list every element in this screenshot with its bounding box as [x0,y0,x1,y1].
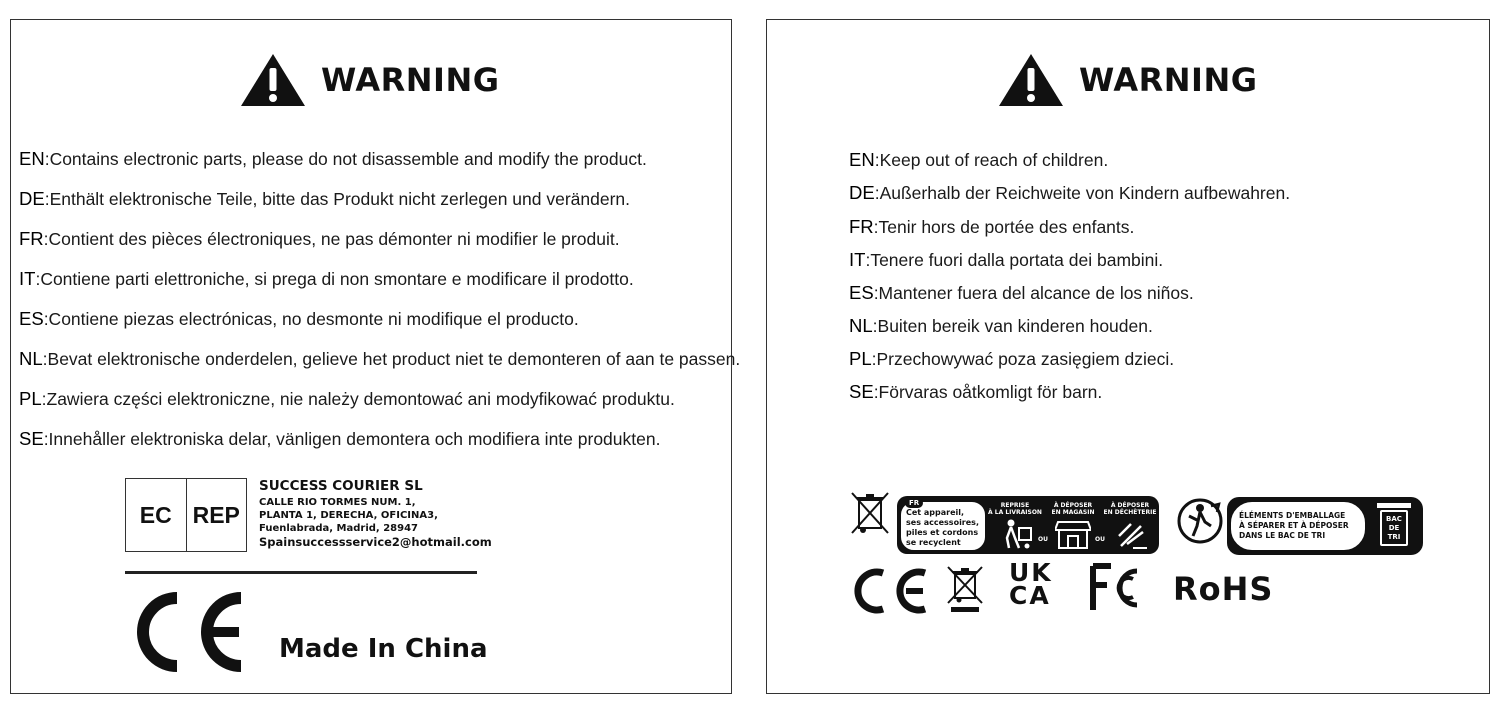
contact-email: Spainsuccessservice2@hotmail.com [259,535,492,549]
warning-triangle-icon [997,52,1065,108]
address-line: Fuenlabrada, Madrid, 28947 [259,523,418,534]
weee-bin-icon [849,490,891,536]
packaging-line: À SÉPARER ET À DÉPOSER [1239,521,1349,530]
ukca-bottom: CA [1009,581,1051,610]
reprise-label: REPRISE À LA LIVRAISON [988,502,1042,516]
warning-header [997,52,1258,108]
warning-line-de: DE:Enthält elektronische Teile, bitte das Produkt nicht zerlegen und verändern. [19,188,631,209]
ukca-top: UK [1009,558,1053,587]
delivery-person-icon [997,518,1037,550]
right-label-panel [766,19,1490,694]
company-name: SUCCESS COURIER SL [259,478,423,494]
fcc-mark-icon [1089,563,1151,613]
ukca-mark [1009,558,1053,610]
rohs-mark: RoHS [1173,570,1274,608]
warning-line-se: SE:Innehåller elektroniska delar, vänligen demontera och modifiera inte produkten. [19,428,661,449]
made-in-label: Made In China [279,634,488,664]
triman-line: se recyclent [906,538,961,547]
triman-text-box [900,501,986,551]
warning-header [239,52,500,108]
rep-label: REP [192,501,240,528]
representative-address [259,478,492,550]
ec-label: EC [126,479,187,551]
packaging-text-box [1230,501,1366,551]
warning-line-en: EN:Keep out of reach of children. [849,149,1109,170]
triman-recycling-label [897,496,1159,554]
left-label-panel [10,19,741,694]
ou-label: OU [1095,536,1105,543]
disposal-hand-icon [1113,518,1149,550]
triman-icon [1175,496,1225,546]
address-line: CALLE RIO TORMES NUM. 1, [259,497,416,508]
warning-line-de: DE:Außerhalb der Reichweite von Kindern aufbewahren. [849,182,1291,203]
triman-line: ses accessoires, [906,518,979,527]
magasin-label: À DÉPOSER EN MAGASIN [1051,502,1095,516]
sorting-bin-icon: BAC DE TRI [1377,503,1411,549]
warning-line-pl: PL:Przechowywać poza zasięgiem dzieci. [849,348,1175,369]
weee-bin-icon [945,564,985,614]
warning-line-nl: NL:Buiten bereik van kinderen houden. [849,315,1153,336]
triman-line: piles et cordons [906,528,979,537]
warning-triangle-icon [239,52,307,108]
warning-line-en: EN:Contains electronic parts, please do not disassemble and modify the product. [19,148,647,169]
warning-line-nl: NL:Bevat elektronische onderdelen, gelieve het product niet te demonteren of aan te passen. [19,348,741,369]
ce-mark-icon [129,590,253,674]
warning-line-pl: PL:Zawiera części elektroniczne, nie należy demontować ani modyfikować produktu. [19,388,675,409]
warning-line-it: IT:Tenere fuori dalla portata dei bambini. [849,249,1164,270]
decheterie-label: À DÉPOSER EN DÉCHÈTERIE [1103,502,1157,516]
warning-line-it: IT:Contiene parti elettroniche, si prega di non smontare e modificare il prodotto. [19,268,634,289]
divider [125,571,477,574]
warning-line-es: ES:Mantener fuera del alcance de los niños. [849,282,1194,303]
warning-line-fr: FR:Contient des pièces électroniques, ne pas démonter ni modifier le produit. [19,228,620,249]
ce-mark-icon [853,568,933,614]
address-line: PLANTA 1, DERECHA, OFICINA3, [259,510,438,521]
packaging-line: ÉLÉMENTS D'EMBALLAGE [1239,511,1346,520]
warning-title: WARNING [321,61,500,99]
triman-line: Cet appareil, [906,508,965,517]
ou-label: OU [1038,536,1048,543]
warning-line-se: SE:Förvaras oåtkomligt för barn. [849,381,1103,402]
ec-rep-symbol [125,478,247,552]
packaging-sorting-label [1227,497,1423,555]
warning-title: WARNING [1079,61,1258,99]
warning-line-fr: FR:Tenir hors de portée des enfants. [849,216,1135,237]
fr-badge: FR [905,498,923,508]
packaging-line: DANS LE BAC DE TRI [1239,531,1326,540]
shop-icon [1055,518,1091,550]
warning-line-es: ES:Contiene piezas electrónicas, no desmonte ni modifique el producto. [19,308,579,329]
